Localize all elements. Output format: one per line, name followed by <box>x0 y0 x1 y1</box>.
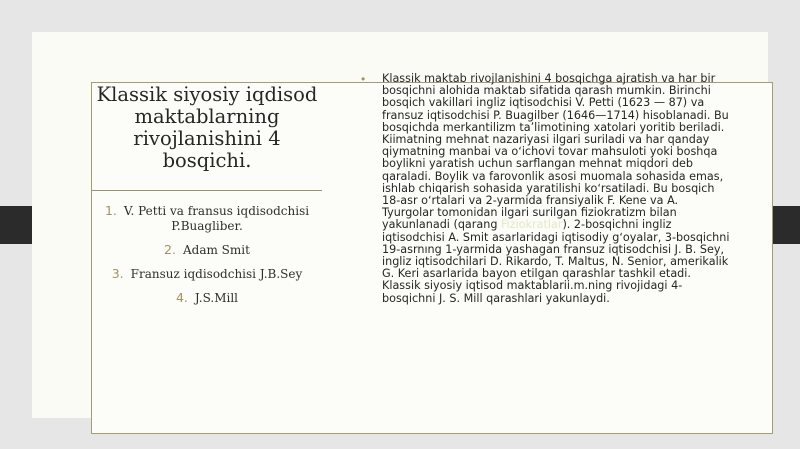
list-item-text: V. Petti va fransus iqdisodchisi P.Buagliber. <box>123 204 310 233</box>
body-paragraph <box>382 73 730 305</box>
stages-list <box>92 203 322 314</box>
list-number: 4. <box>175 290 188 305</box>
list-item <box>92 266 322 282</box>
list-number: 2. <box>164 242 176 257</box>
bullet-icon: • <box>361 72 366 86</box>
list-item <box>92 290 322 306</box>
list-item-text: Fransuz iqdisodchisi J.B.Sey <box>130 267 303 281</box>
list-item <box>92 203 322 234</box>
list-number: 3. <box>111 266 124 281</box>
body-text-end: ). 2-bosqichni ingliz iqtisodchisi A. Smit asarlaridagi iqtisodiy gʻoyalar, 3-bosqichni 19-asrnıng 1-yarmida yashagan fransuz iqtisodchisi J. B. Sey, ingliz iqtisodchilari D. Rikardo, T. Maltus, N. Senior, amerikalik G. Keri asarlarida bayon etilgan qarashlar tashkil etadi. Klassik siyosiy iqtisod maktablarii.m.ning rivojidagi 4-bosqichni J. S. Mill qarashlari yakunlaydi. <box>382 218 730 305</box>
fiziokratlar-link[interactable]: Fiziokratlar <box>501 218 563 232</box>
body-text-start: Klassik maktab rivojlanishini 4 bosqichga ajratish va har bir bosqichni alohida maktab sifatida qarash mumkin. Birinchi bosqich vakillari ingliz iqtisodchisi V. Petti (1623 — 87) va fransuz iqtisodchisi P. Buagilber (1646—1714) hisoblanadi. Bu bosqichda merkantilizm taʼlimotining xatolari yoritib beriladi. Kiimatning mehnat nazariyasi ilgari suriladi va har qanday qiymatning manbai va oʻichovi tovar mahsuloti yoki boshqa boylikni yaratish uchun sarflangan mehnat miqdori deb qaraladi. Boylik va farovonlik asosi muomala sohasida emas, ishlab chiqarish sohasida yaratilishi koʻrsatiladi. Bu bosqich 18-asr oʻrtalari va 2-yarmida fransiyalik F. Kene va A. Tyurgolar tomonidan ilgari surilgan fiziokratizm bilan yakunlanadi (qarang <box>382 72 729 232</box>
list-number: 1. <box>104 203 117 218</box>
list-item-text: Adam Smit <box>182 243 250 257</box>
list-item <box>92 242 322 258</box>
title-divider <box>92 190 322 191</box>
list-item-text: J.S.Mill <box>194 291 239 305</box>
slide-title: Klassik siyosiy iqdisod maktablarning rivojlanishini 4 bosqichi. <box>96 83 318 172</box>
